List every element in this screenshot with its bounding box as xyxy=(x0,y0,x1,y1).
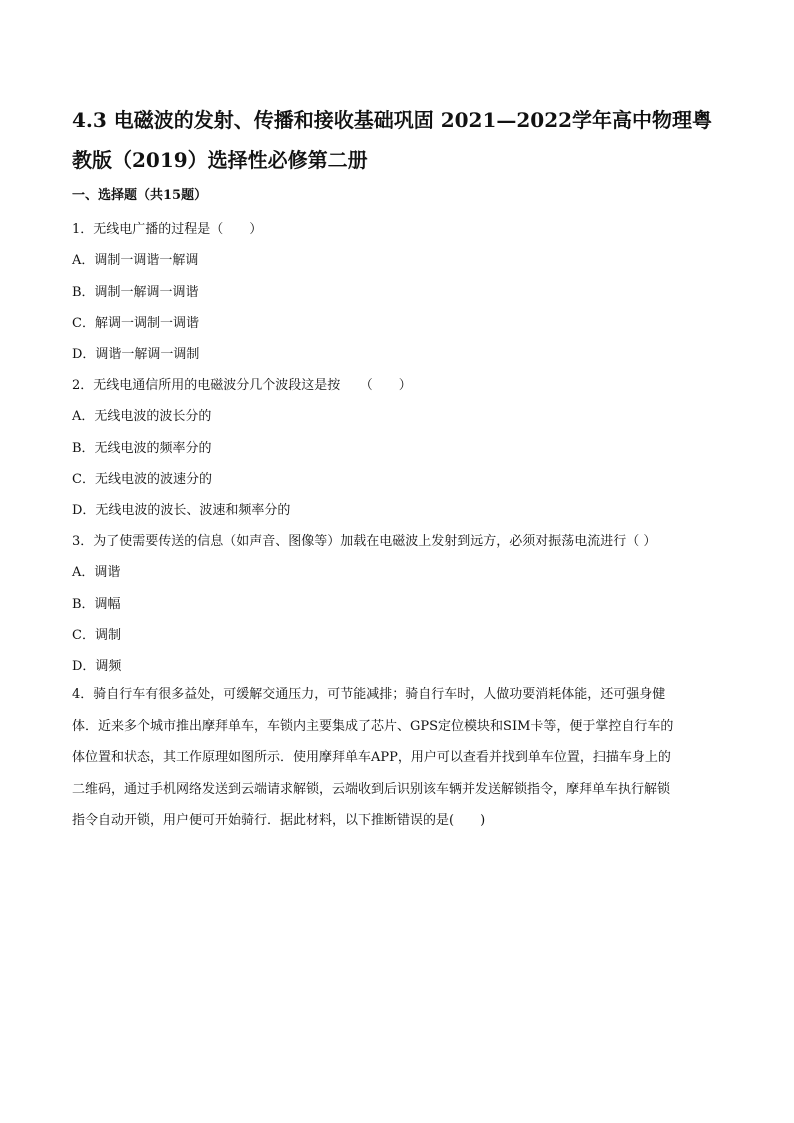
document-title-line-2: 教版（2019）选择性必修第二册 xyxy=(72,148,368,172)
question-4-line-1: 4．骑自行车有很多益处，可缓解交通压力，可节能减排；骑自行车时，人做功要消耗体能，还可强身健 xyxy=(72,687,666,702)
question-3-option-c: C．调制 xyxy=(72,628,121,643)
question-2-stem: 2．无线电通信所用的电磁波分几个波段这是按 （ ） xyxy=(72,378,412,393)
question-1-option-d: D．调谐一解调一调制 xyxy=(72,347,200,362)
question-4-stem xyxy=(72,679,724,837)
question-2-option-a: A．无线电波的波长分的 xyxy=(72,409,212,424)
question-3-option-a: A．调谐 xyxy=(72,565,121,580)
question-4-line-5: 指令自动开锁，用户便可开始骑行．据此材料，以下推断错误的是( ) xyxy=(72,813,486,828)
question-4-line-4: 二维码，通过手机网络发送到云端请求解锁，云端收到后识别该车辆并发送解锁指令，摩拜单车执行解锁 xyxy=(72,781,671,797)
question-2-option-c: C．无线电波的波速分的 xyxy=(72,472,212,487)
question-2-option-d: D．无线电波的波长、波速和频率分的 xyxy=(72,503,291,518)
question-1-option-a: A．调制一调谐一解调 xyxy=(72,253,199,268)
question-4-line-2: 体．近来多个城市推出摩拜单车，车锁内主要集成了芯片、GPS定位模块和SIM卡等，便于掌控自行车的 xyxy=(72,718,674,734)
question-3-option-d: D．调频 xyxy=(72,659,122,674)
question-4-line-3: 体位置和状态，其工作原理如图所示．使用摩拜单车APP，用户可以查看并找到单车位置，扫描车身上的 xyxy=(72,750,671,765)
question-1-option-b: B．调制一解调一调谐 xyxy=(72,285,199,300)
document-title-line-1: 4.3 电磁波的发射、传播和接收基础巩固 2021—2022学年高中物理粤 xyxy=(72,108,713,132)
question-1-stem: 1．无线电广播的过程是（ ） xyxy=(72,222,263,237)
question-3-stem: 3．为了使需要传送的信息（如声音、图像等）加载在电磁波上发射到远方，必须对振荡电流进行（ ） xyxy=(72,534,657,549)
question-1-option-c: C．解调一调制一调谐 xyxy=(72,316,199,331)
section-heading: 一、选择题（共15题） xyxy=(72,188,208,203)
question-3-option-b: B．调幅 xyxy=(72,597,121,612)
question-2-option-b: B．无线电波的频率分的 xyxy=(72,441,212,456)
